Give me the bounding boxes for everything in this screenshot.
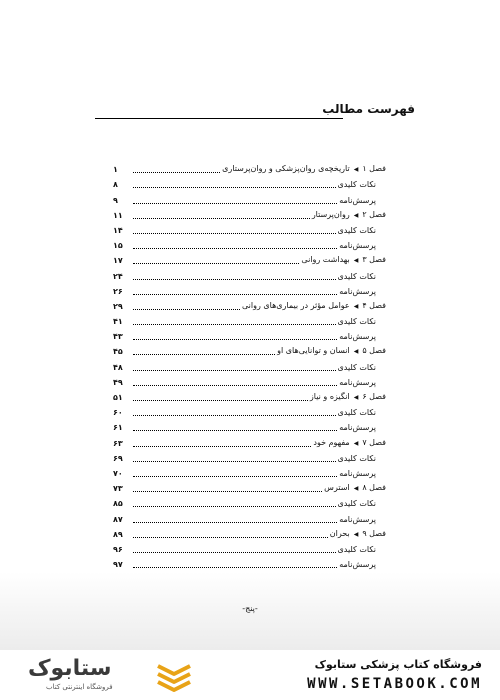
toc-entry-label (339, 287, 386, 297)
toc-subentry[interactable] (113, 540, 386, 555)
toc-page-number: ۹ (113, 195, 118, 205)
toc-entry-label (338, 454, 387, 464)
chapter-number: فصل ۹ (362, 528, 386, 538)
toc-page-number: ۶۹ (113, 453, 123, 463)
subentry-title: نکات کلیدی (337, 453, 376, 463)
toc-subentry[interactable] (113, 175, 386, 190)
chevron-icon: ◀ (353, 439, 359, 447)
toc-entry-label (339, 423, 386, 433)
toc-title: فهرست مطالب (322, 102, 415, 116)
chapter-number: فصل ۶ (362, 392, 386, 401)
toc-chapter-entry[interactable] (113, 479, 386, 494)
chapter-title: استرس (324, 483, 350, 493)
subentry-title: پرسش‌نامه (339, 241, 376, 251)
toc-entry-label (339, 332, 386, 342)
subentry-title: نکات کلیدی (337, 271, 376, 281)
dot-leader (133, 370, 336, 371)
chapter-number: فصل ۱ (362, 164, 386, 174)
subentry-title: پرسش‌نامه (339, 423, 376, 433)
toc-entry-label (310, 392, 386, 403)
book-stack-icon (156, 660, 192, 692)
toc-page-number: ۴۱ (113, 317, 123, 327)
toc-entry-label (339, 241, 386, 251)
dot-leader (133, 172, 220, 173)
toc-subentry[interactable] (113, 190, 386, 205)
dot-leader (133, 552, 336, 553)
chapter-title: روان‌پرستار (311, 209, 350, 219)
chapter-number: فصل ۴ (362, 300, 386, 310)
toc-entry-label (338, 499, 387, 509)
chapter-title: بحران (329, 528, 350, 538)
toc-entry-label (330, 529, 386, 540)
dot-leader (133, 430, 337, 431)
toc-chapter-entry[interactable] (113, 388, 386, 403)
chapter-title: انسان و توانایی‌های او (277, 346, 350, 356)
toc-entry-label (338, 317, 387, 327)
subentry-title: پرسش‌نامه (339, 468, 376, 478)
chapter-number: فصل ۵ (362, 346, 386, 356)
toc-page-number: ۲۶ (113, 286, 123, 296)
toc-subentry[interactable] (113, 327, 386, 342)
toc-page-number: ۶۳ (113, 438, 123, 448)
toc-subentry[interactable] (113, 509, 386, 524)
subentry-title: پرسش‌نامه (339, 332, 376, 342)
chevron-icon: ◀ (353, 211, 359, 219)
toc-subentry[interactable] (113, 464, 386, 479)
toc-page-number: ۶۰ (113, 408, 123, 418)
dot-leader (133, 294, 337, 295)
dot-leader (133, 506, 336, 507)
dot-leader (133, 461, 336, 462)
toc-chapter-entry[interactable] (113, 251, 386, 266)
chapter-title: بهداشت روانی (301, 255, 350, 265)
toc-entry-label (301, 255, 386, 266)
dot-leader (133, 354, 275, 355)
toc-entry-label (338, 272, 387, 282)
chapter-title: انگیزه و نیاز (309, 392, 350, 401)
toc-subentry[interactable] (113, 449, 386, 464)
toc-subentry[interactable] (113, 236, 386, 251)
toc-chapter-entry[interactable] (113, 342, 386, 357)
chapter-title: عوامل مؤثر در بیماری‌های روانی (241, 300, 350, 310)
toc-page-number: ۱۱ (113, 210, 123, 220)
toc-entry-label (338, 408, 387, 418)
table-of-contents (113, 160, 386, 570)
store-name: فروشگاه کتاب پزشکی ستابوک (314, 658, 482, 671)
toc-entry-label (324, 483, 386, 494)
dot-leader (133, 248, 337, 249)
toc-page-number: ۴۸ (113, 362, 123, 372)
logo-subtitle: فروشگاه اینترنتی کتاب (46, 683, 113, 691)
toc-subentry[interactable] (113, 282, 386, 297)
chevron-icon: ◀ (353, 302, 359, 310)
toc-entry-label (242, 301, 386, 312)
subentry-title: پرسش‌نامه (339, 195, 376, 205)
dot-leader (133, 233, 336, 234)
dot-leader (133, 324, 336, 325)
toc-entry-label (339, 378, 386, 388)
subentry-title: نکات کلیدی (337, 544, 376, 554)
dot-leader (133, 567, 337, 568)
toc-subentry[interactable] (113, 266, 386, 281)
toc-page-number: ۱۵ (113, 241, 123, 251)
toc-page-number: ۱۷ (113, 256, 123, 266)
chapter-number: فصل ۷ (362, 437, 386, 447)
toc-page-number: ۲۹ (113, 301, 123, 311)
chevron-icon: ◀ (353, 530, 359, 538)
chapter-title: تاریخچه‌ی روان‌پزشکی و روان‌پرستاری (222, 164, 350, 174)
chapter-number: فصل ۲ (362, 209, 386, 219)
store-logo[interactable] (18, 656, 198, 696)
dot-leader (133, 446, 311, 447)
dot-leader (133, 279, 336, 280)
subentry-title: پرسش‌نامه (339, 514, 376, 524)
dot-leader (133, 218, 310, 219)
toc-entry-label (338, 180, 387, 190)
chevron-icon: ◀ (353, 257, 359, 265)
chapter-number: فصل ۸ (362, 483, 386, 493)
toc-chapter-entry[interactable] (113, 160, 386, 175)
dot-leader (133, 400, 308, 401)
toc-chapter-entry[interactable] (113, 206, 386, 221)
store-url[interactable]: WWW.SETABOOK.COM (307, 676, 482, 692)
toc-entry-label (338, 545, 387, 555)
chapter-number: فصل ۳ (362, 255, 386, 265)
toc-chapter-entry[interactable] (113, 297, 386, 312)
toc-page-number: ۸ (113, 180, 118, 190)
subentry-title: پرسش‌نامه (339, 377, 376, 387)
toc-page-number: ۹۶ (113, 544, 123, 554)
subentry-title: نکات کلیدی (337, 362, 376, 372)
toc-page-number: ۱ (113, 165, 118, 175)
title-rule (95, 118, 343, 119)
dot-leader (133, 385, 337, 386)
toc-entry-label (338, 226, 387, 236)
toc-entry-label (339, 560, 386, 570)
toc-subentry[interactable] (113, 357, 386, 372)
toc-page-number: ۱۴ (113, 225, 123, 235)
chapter-title: مفهوم خود (313, 437, 350, 447)
toc-page-number: ۴۳ (113, 332, 123, 342)
toc-page-number: ۷۳ (113, 484, 123, 494)
dot-leader (133, 203, 337, 204)
toc-subentry[interactable] (113, 494, 386, 509)
dot-leader (133, 537, 328, 538)
dot-leader (133, 415, 336, 416)
subentry-title: پرسش‌نامه (339, 286, 376, 296)
toc-entry-label (277, 346, 386, 357)
toc-chapter-entry[interactable] (113, 525, 386, 540)
chevron-icon: ◀ (353, 485, 359, 493)
toc-entry-label (312, 210, 386, 221)
toc-subentry[interactable] (113, 373, 386, 388)
subentry-title: نکات کلیدی (337, 408, 376, 418)
toc-subentry[interactable] (113, 555, 386, 570)
footer-banner (0, 650, 500, 700)
toc-page-number: ۲۴ (113, 271, 123, 281)
subentry-title: نکات کلیدی (337, 317, 376, 327)
subentry-title: پرسش‌نامه (339, 560, 376, 570)
toc-page-number: ۴۵ (113, 347, 123, 357)
toc-page-number: ۸۹ (113, 529, 123, 539)
toc-entry-label (339, 469, 386, 479)
subentry-title: نکات کلیدی (337, 499, 376, 509)
dot-leader (133, 522, 337, 523)
toc-subentry[interactable] (113, 403, 386, 418)
toc-page-number: ۷۰ (113, 468, 123, 478)
dot-leader (133, 491, 322, 492)
dot-leader (133, 476, 337, 477)
toc-entry-label (339, 196, 386, 206)
toc-page-number: ۸۷ (113, 514, 123, 524)
toc-chapter-entry[interactable] (113, 433, 386, 448)
chevron-icon: ◀ (353, 348, 359, 356)
toc-page-number: ۸۵ (113, 499, 123, 509)
dot-leader (133, 339, 337, 340)
chevron-icon: ◀ (353, 394, 359, 401)
subentry-title: نکات کلیدی (337, 180, 376, 190)
chevron-icon: ◀ (353, 166, 359, 174)
dot-leader (133, 263, 299, 264)
dot-leader (133, 187, 336, 188)
toc-page-number: ۵۱ (113, 393, 123, 402)
toc-subentry[interactable] (113, 221, 386, 236)
toc-subentry[interactable] (113, 312, 386, 327)
toc-page-number: ۴۹ (113, 377, 123, 387)
subentry-title: نکات کلیدی (337, 225, 376, 235)
toc-entry-label (338, 363, 387, 373)
toc-subentry[interactable] (113, 418, 386, 433)
logo-text: ستابوک (28, 656, 112, 681)
toc-entry-label (339, 515, 386, 525)
toc-entry-label (313, 438, 386, 449)
dot-leader (133, 309, 240, 310)
toc-page-number: ۹۷ (113, 560, 123, 570)
toc-page-number: ۶۱ (113, 423, 123, 433)
page-number: -پنج- (242, 604, 258, 613)
toc-entry-label (222, 164, 386, 175)
